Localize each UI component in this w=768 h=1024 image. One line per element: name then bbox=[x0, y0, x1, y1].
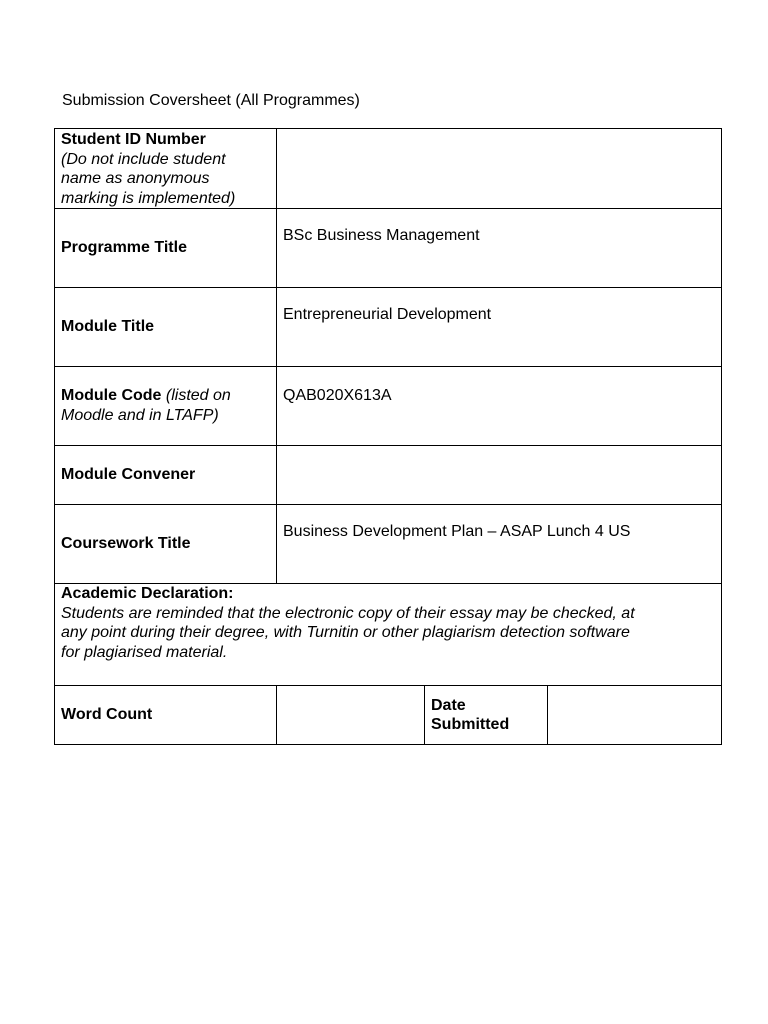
module-code-note-part-1: (listed on bbox=[165, 387, 231, 404]
coursework-title-label: Coursework Title bbox=[55, 505, 277, 584]
programme-title-label: Programme Title bbox=[55, 209, 277, 288]
page-title: Submission Coversheet (All Programmes) bbox=[62, 92, 360, 109]
student-id-label-cell bbox=[55, 129, 277, 209]
student-id-label: Student ID Number bbox=[61, 131, 206, 148]
module-code-value[interactable]: QAB020X613A bbox=[277, 367, 722, 446]
row-module-code bbox=[55, 367, 722, 446]
academic-declaration-cell bbox=[55, 584, 722, 686]
student-id-note-line-1: (Do not include student bbox=[61, 150, 226, 168]
date-submitted-label-cell bbox=[425, 686, 548, 745]
row-module-convener bbox=[55, 446, 722, 505]
coursework-title-value[interactable]: Business Development Plan – ASAP Lunch 4 US bbox=[277, 505, 722, 584]
module-title-value[interactable]: Entrepreneurial Development bbox=[277, 288, 722, 367]
coversheet-table bbox=[54, 128, 722, 745]
row-programme-title bbox=[55, 209, 722, 288]
module-convener-value[interactable] bbox=[277, 446, 722, 505]
module-code-label-cell bbox=[55, 367, 277, 446]
row-coursework-title bbox=[55, 505, 722, 584]
academic-declaration-line-3: for plagiarised material. bbox=[61, 643, 228, 661]
date-submitted-label-line-1: Date bbox=[431, 696, 466, 714]
word-count-value[interactable] bbox=[277, 686, 425, 745]
row-module-title bbox=[55, 288, 722, 367]
module-convener-label: Module Convener bbox=[55, 446, 277, 505]
word-count-label: Word Count bbox=[55, 686, 277, 745]
programme-title-value[interactable]: BSc Business Management bbox=[277, 209, 722, 288]
row-student-id bbox=[55, 129, 722, 209]
academic-declaration-line-1: Students are reminded that the electronic copy of their essay may be checked, at bbox=[61, 604, 635, 622]
row-academic-declaration bbox=[55, 584, 722, 686]
academic-declaration-label: Academic Declaration: bbox=[61, 585, 234, 602]
module-code-note-part-2: Moodle and in LTAFP) bbox=[61, 406, 219, 424]
student-id-note-line-2: name as anonymous bbox=[61, 170, 210, 187]
module-title-label: Module Title bbox=[55, 288, 277, 367]
module-code-label: Module Code bbox=[61, 387, 162, 404]
row-word-count-date bbox=[55, 686, 722, 745]
date-submitted-value[interactable] bbox=[548, 686, 722, 745]
student-id-value[interactable] bbox=[277, 129, 722, 209]
student-id-note-line-3: marking is implemented) bbox=[61, 189, 236, 207]
academic-declaration-line-2: any point during their degree, with Turnitin or other plagiarism detection software bbox=[61, 624, 630, 641]
date-submitted-label-line-2: Submitted bbox=[431, 716, 510, 733]
